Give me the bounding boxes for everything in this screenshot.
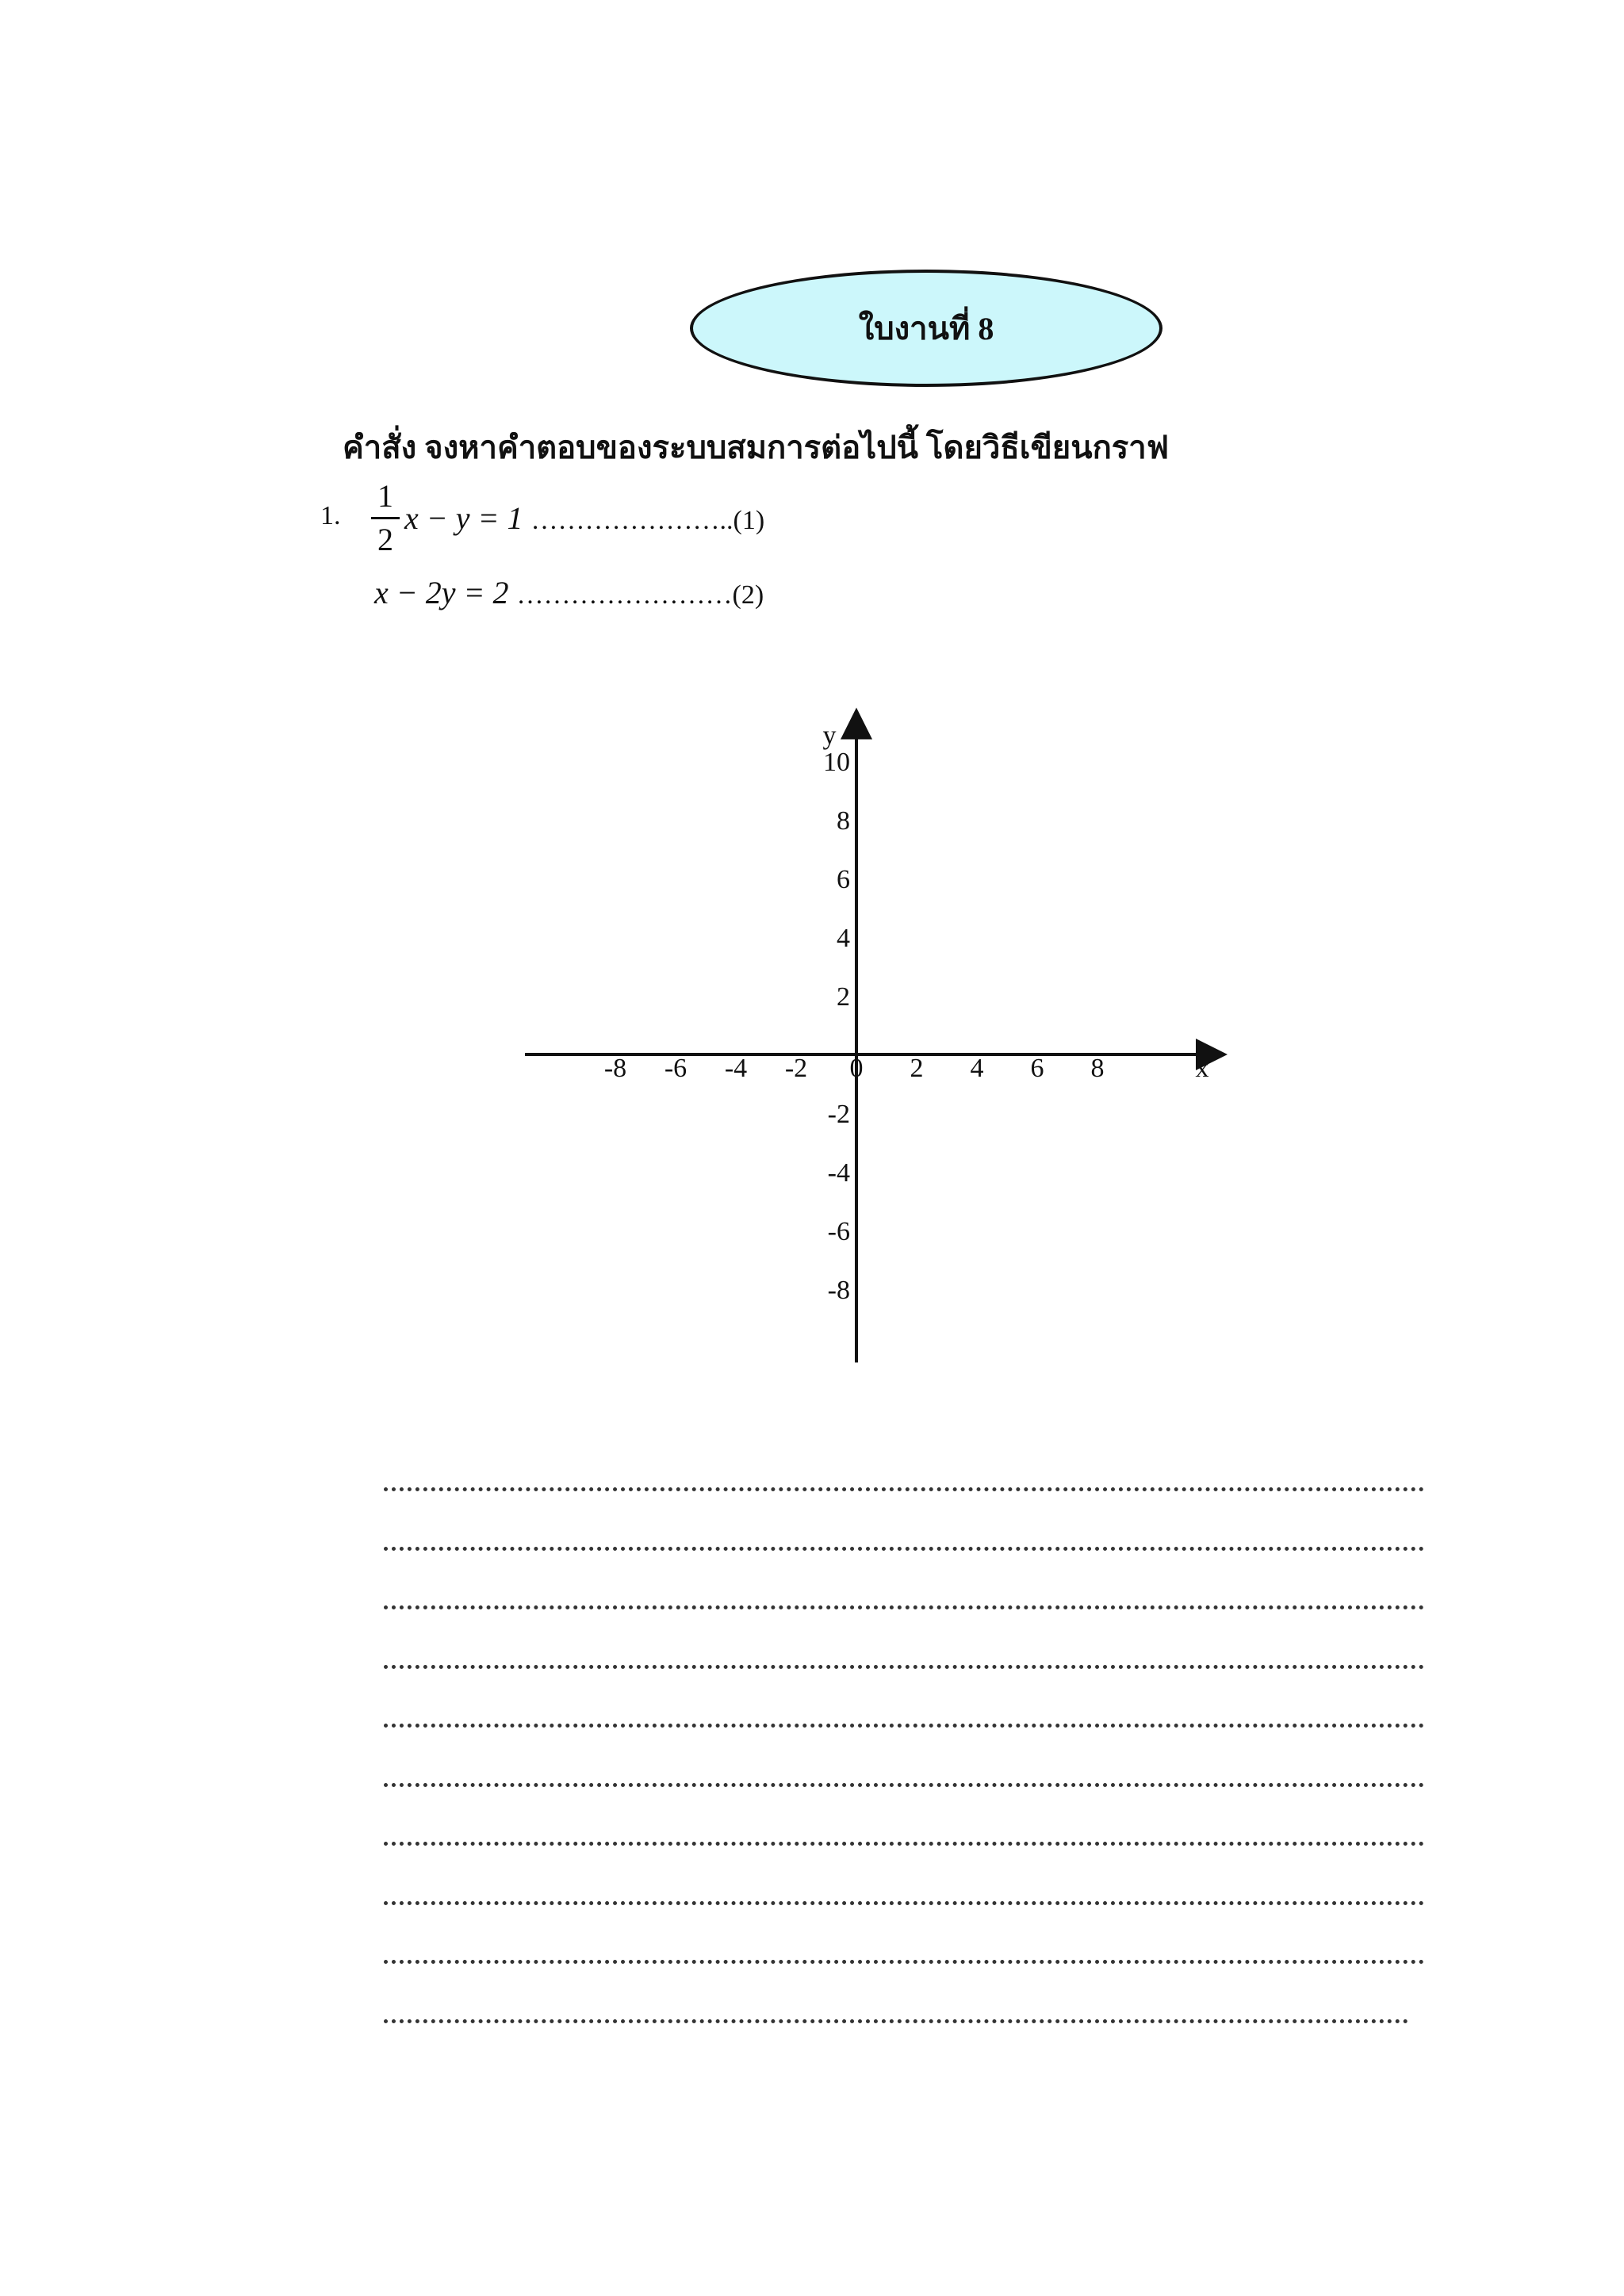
x-tick-label: 4: [970, 1054, 984, 1083]
x-tick-label: -8: [603, 1054, 627, 1083]
y-tick-label: 6: [837, 865, 850, 894]
x-tick-label: 0: [849, 1054, 864, 1083]
instruction-text: คำสั่ง จงหาคำตอบของระบบสมการต่อไปนี้ โดยวิธีเขียนกราฟ: [343, 430, 1170, 465]
x-tick-label: 2: [910, 1054, 924, 1083]
y-tick-label: 8: [837, 806, 850, 836]
equation-1-text: x − y = 1: [404, 500, 523, 536]
answer-line[interactable]: [384, 1842, 1424, 1846]
worksheet-title-oval: [690, 270, 1162, 387]
y-axis-label: y: [822, 721, 837, 751]
x-tick-label: -6: [664, 1054, 688, 1083]
fraction-numerator: 1: [377, 478, 393, 514]
answer-line[interactable]: [384, 1487, 1424, 1491]
y-tick-label: -8: [827, 1276, 850, 1305]
question-number: 1.: [320, 501, 341, 530]
fraction-bar: [371, 517, 400, 519]
worksheet-title: ใบงานที่ 8: [858, 311, 994, 346]
y-tick-label: -4: [827, 1158, 850, 1188]
x-axis-label: x: [1195, 1054, 1209, 1083]
y-tick-label: -6: [827, 1217, 850, 1246]
x-tick-label: -4: [724, 1054, 748, 1083]
fraction-denominator: 2: [377, 522, 393, 557]
answer-line[interactable]: [384, 1547, 1424, 1551]
answer-line[interactable]: [384, 1665, 1424, 1669]
x-tick-label: -2: [784, 1054, 808, 1083]
answer-line[interactable]: [384, 1605, 1424, 1609]
answer-line[interactable]: [384, 1783, 1424, 1787]
equation-1: [404, 499, 764, 537]
equation-2-text: x − 2y = 2: [374, 575, 509, 610]
x-tick-label: 8: [1090, 1054, 1105, 1083]
y-tick-label: 10: [823, 748, 850, 777]
answer-line[interactable]: [384, 1724, 1424, 1728]
x-tick-label: 6: [1030, 1054, 1044, 1083]
answer-line[interactable]: [384, 2019, 1408, 2023]
answer-line[interactable]: [384, 1901, 1424, 1905]
coordinate-plane: [508, 698, 1269, 1380]
axes-group: [525, 718, 1218, 1363]
equation-1-fraction: [371, 479, 400, 557]
y-tick-label: 2: [837, 982, 850, 1012]
tick-labels-group: [604, 721, 1209, 1306]
equation-1-dots: …………………..(1): [530, 506, 765, 535]
equation-2: [374, 574, 764, 611]
answer-line[interactable]: [384, 1960, 1424, 1964]
equation-2-dots: ……………………(2): [516, 580, 764, 610]
y-tick-label: -2: [827, 1100, 850, 1129]
y-tick-label: 4: [837, 924, 850, 953]
